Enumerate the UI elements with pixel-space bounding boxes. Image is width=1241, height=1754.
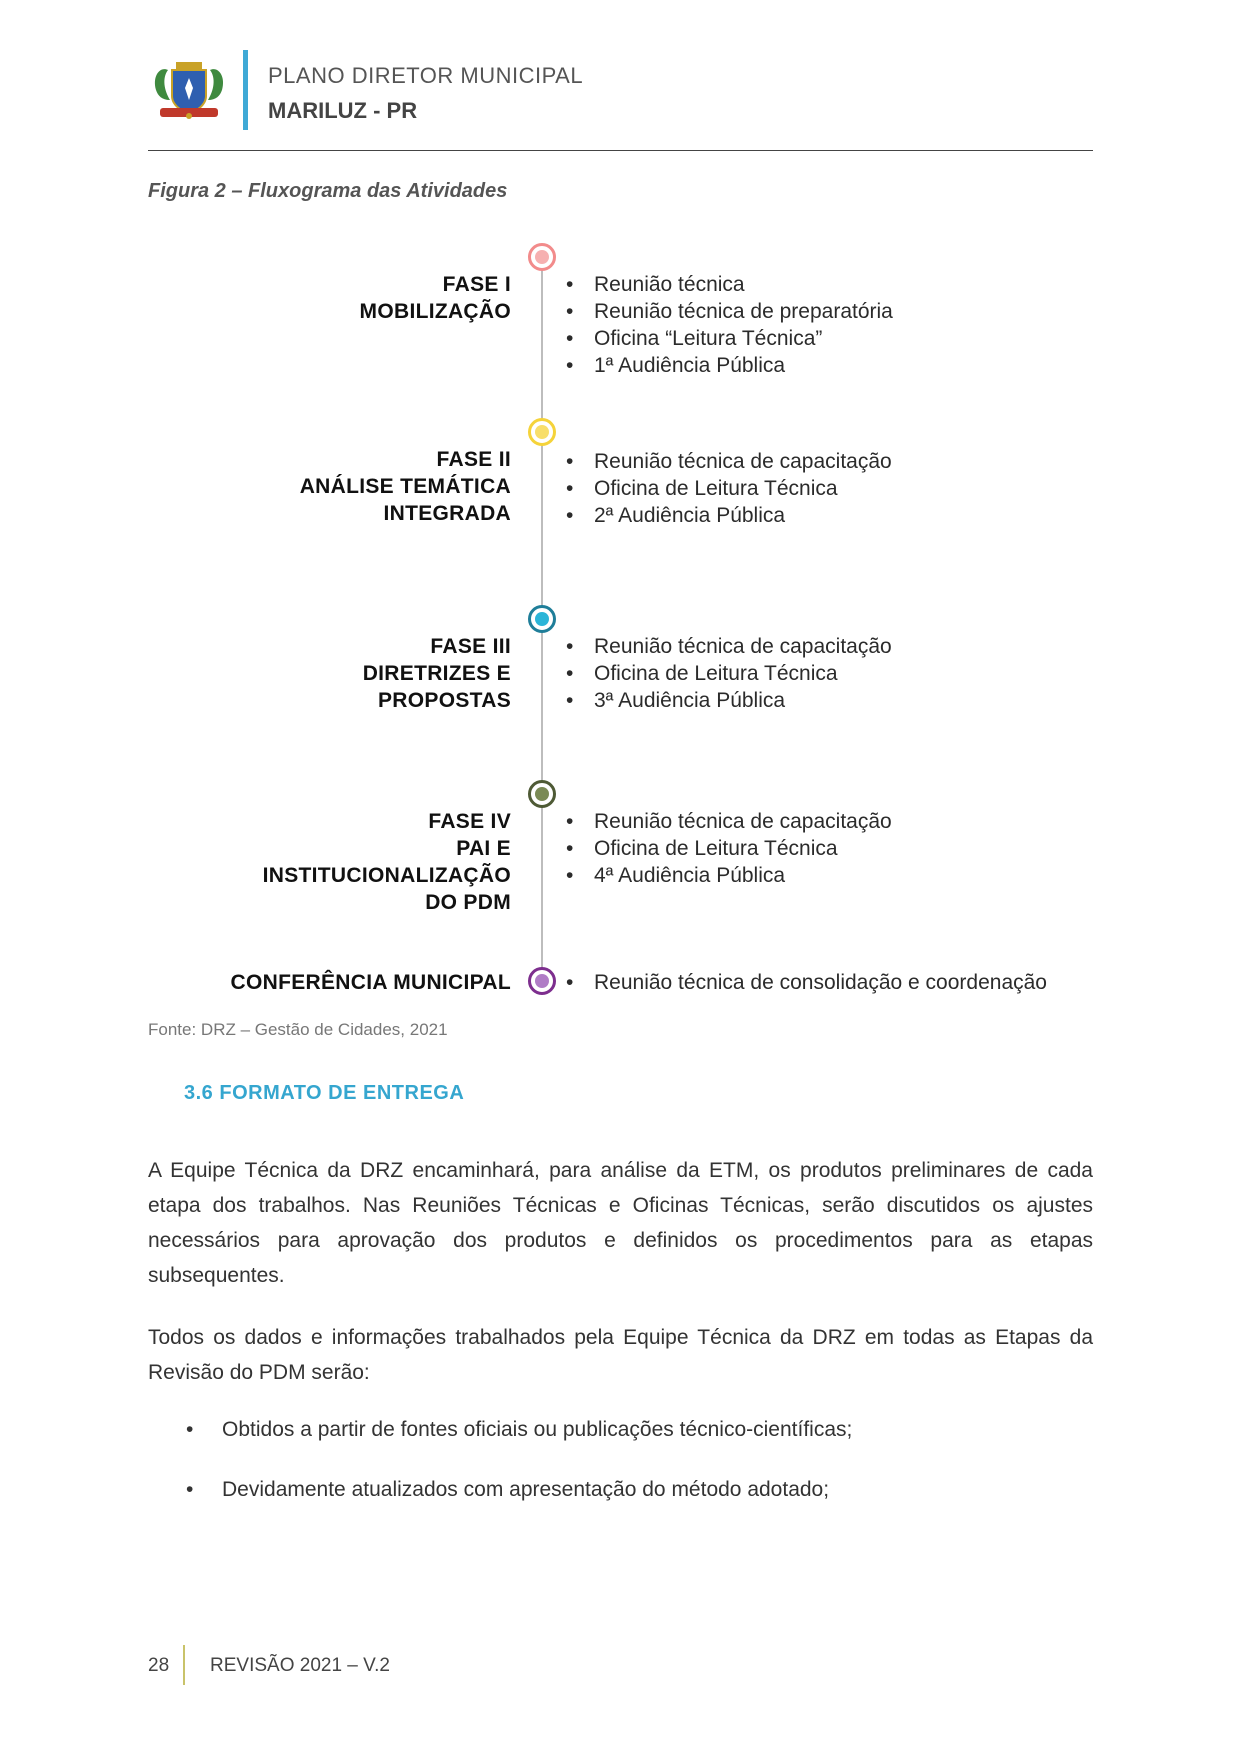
list-item: • 1ª Audiência Pública: [566, 352, 893, 379]
list-item: • Reunião técnica: [566, 271, 893, 298]
list-item: • Oficina de Leitura Técnica: [566, 835, 892, 862]
section-heading: 3.6 FORMATO DE ENTREGA: [184, 1082, 465, 1104]
conference-node-icon: [528, 967, 556, 995]
phase-2-activities: [566, 448, 892, 529]
list-item: • Reunião técnica de consolidação e coordenação: [566, 969, 1047, 996]
conference-activities: [566, 969, 1047, 996]
header-accent-bar: [243, 50, 248, 130]
phase-3-node-icon: [528, 605, 556, 633]
page-number: 28: [148, 1655, 170, 1676]
revision-label: REVISÃO 2021 – V.2: [210, 1655, 390, 1676]
municipality-name: MARILUZ - PR: [268, 98, 418, 123]
figure-source: Fonte: DRZ – Gestão de Cidades, 2021: [148, 1020, 448, 1039]
phase-2-node-icon: [528, 418, 556, 446]
phase-2-title: FASE II ANÁLISE TEMÁTICA INTEGRADA: [299, 448, 511, 525]
list-item: • Reunião técnica de preparatória: [566, 298, 893, 325]
municipal-crest-logo: [150, 56, 228, 126]
phase-4-node-icon: [528, 780, 556, 808]
list-item: • Oficina “Leitura Técnica”: [566, 325, 893, 352]
list-item: • Reunião técnica de capacitação: [566, 633, 892, 660]
phase-4-title: FASE IV PAI E INSTITUCIONALIZAÇÃO DO PDM: [262, 810, 511, 914]
header-divider: [148, 150, 1093, 151]
list-item: • 2ª Audiência Pública: [566, 502, 892, 529]
footer-divider: [183, 1645, 185, 1685]
bullet-icon: •: [186, 1418, 194, 1441]
list-item: • Oficina de Leitura Técnica: [566, 660, 892, 687]
list-item: • Oficina de Leitura Técnica: [566, 475, 892, 502]
document-title: PLANO DIRETOR MUNICIPAL: [268, 63, 584, 88]
list-item: • Reunião técnica de capacitação: [566, 448, 892, 475]
phase-1-activities: [566, 271, 893, 379]
conference-title: CONFERÊNCIA MUNICIPAL: [230, 971, 511, 994]
body-paragraph-2: Todos os dados e informações trabalhados pela Equipe Técnica da DRZ em todas as Etapas da Revisão do PDM serão:: [148, 1326, 1093, 1384]
list-item: • 4ª Audiência Pública: [566, 862, 892, 889]
phase-1-title: FASE I MOBILIZAÇÃO: [359, 273, 511, 323]
bullet-icon: •: [186, 1478, 194, 1501]
list-item: • Reunião técnica de capacitação: [566, 808, 892, 835]
phase-3-title: FASE III DIRETRIZES E PROPOSTAS: [362, 635, 511, 712]
body-paragraph-1: A Equipe Técnica da DRZ encaminhará, para análise da ETM, os produtos preliminares de cada etapa dos trabalhos. Nas Reuniões Técnicas e Oficinas Técnicas, serão discutidos os ajustes necessários para aprovação dos produtos e definidos os procedimentos para as etapas subsequentes.: [148, 1159, 1093, 1287]
phase-1-node-icon: [528, 243, 556, 271]
figure-caption: Figura 2 – Fluxograma das Atividades: [148, 180, 508, 202]
phase-4-activities: [566, 808, 892, 889]
phase-3-activities: [566, 633, 892, 714]
list-item: • 3ª Audiência Pública: [566, 687, 892, 714]
